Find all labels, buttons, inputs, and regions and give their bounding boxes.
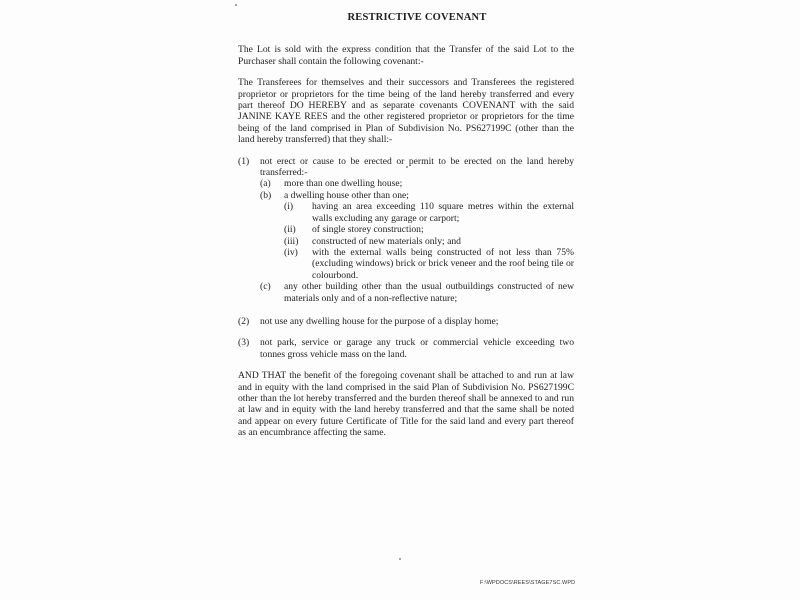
clause-text: not use any dwelling house for the purpose of a display home; bbox=[260, 315, 499, 327]
item-text: with the external walls being constructed of not less than 75% (excluding windows) brick or brick veneer and the roof being tile or colourbond. bbox=[312, 246, 574, 281]
covenant-paragraph: The Transferees for themselves and their successors and Transferees the registered proprietor or proprietors for the time being of the land hereby transferred and every part thereof DO HEREBY and as separate covenants COVENANT with the said JANINE KAYE REES and the other registered proprietor or proprietors for the time being of the land comprised in Plan of Subdivision No. PS627199C (other than the land hereby transferred) that they shall:- bbox=[238, 77, 574, 146]
subclause-a bbox=[260, 178, 574, 189]
clause-2 bbox=[238, 316, 574, 327]
subclause-number: (b) bbox=[260, 189, 272, 201]
item-ii bbox=[284, 224, 574, 235]
closing-paragraph: AND THAT the benefit of the foregoing covenant shall be attached to and run at law and in equity with the land comprised in the said Plan of Subdivision No. PS627199C other than the lot hereby transferred and the burden thereof shall be annexed to and run at law and in equity with the land hereby transferred and that the same shall be noted and appear on every future Certificate of Title for the said land and every part thereof as an encumbrance affecting the same. bbox=[238, 370, 574, 439]
clause-number: (2) bbox=[238, 315, 250, 327]
subclause-c bbox=[260, 281, 574, 304]
item-number: (iv) bbox=[284, 246, 298, 258]
clause-text: not erect or cause to be erected or permit to be erected on the land hereby transferred:- bbox=[260, 155, 574, 179]
clause-1 bbox=[238, 156, 574, 304]
subclause-text: more than one dwelling house; bbox=[284, 178, 403, 190]
subclause-b bbox=[260, 190, 574, 281]
scan-speck bbox=[399, 558, 401, 560]
document-body bbox=[238, 12, 574, 449]
clause-number: (1) bbox=[238, 155, 250, 167]
item-text: constructed of new materials only; and bbox=[312, 235, 461, 247]
item-text: of single storey construction; bbox=[312, 224, 424, 236]
subclause-number: (a) bbox=[260, 178, 271, 190]
footer-file-path: F:\WPDOCS\REES\STAGE7SC.WPD bbox=[480, 580, 576, 586]
item-iii bbox=[284, 236, 574, 247]
subclause-text: a dwelling house other than one; bbox=[284, 189, 409, 201]
clause-3 bbox=[238, 337, 574, 360]
item-i bbox=[284, 201, 574, 224]
scan-speck bbox=[235, 4, 237, 6]
document-title: RESTRICTIVE COVENANT bbox=[347, 12, 487, 23]
clause-text: not park, service or garage any truck or commercial vehicle exceeding two tonnes gross vehicle mass on the land. bbox=[260, 337, 574, 360]
intro-paragraph: The Lot is sold with the express condition that the Transfer of the said Lot to the Purchaser shall contain the following covenant:- bbox=[238, 44, 574, 67]
item-iv bbox=[284, 247, 574, 281]
clause-number: (3) bbox=[238, 337, 250, 349]
subclause-text: any other building other than the usual outbuildings constructed of new materials only and of a non-reflective nature; bbox=[284, 281, 574, 304]
item-number: (ii) bbox=[284, 224, 296, 236]
item-text: having an area exceeding 110 square metres within the external walls excluding any garage or carport; bbox=[312, 201, 574, 224]
item-number: (i) bbox=[284, 201, 294, 213]
subclause-number: (c) bbox=[260, 281, 271, 293]
item-number: (iii) bbox=[284, 235, 299, 247]
